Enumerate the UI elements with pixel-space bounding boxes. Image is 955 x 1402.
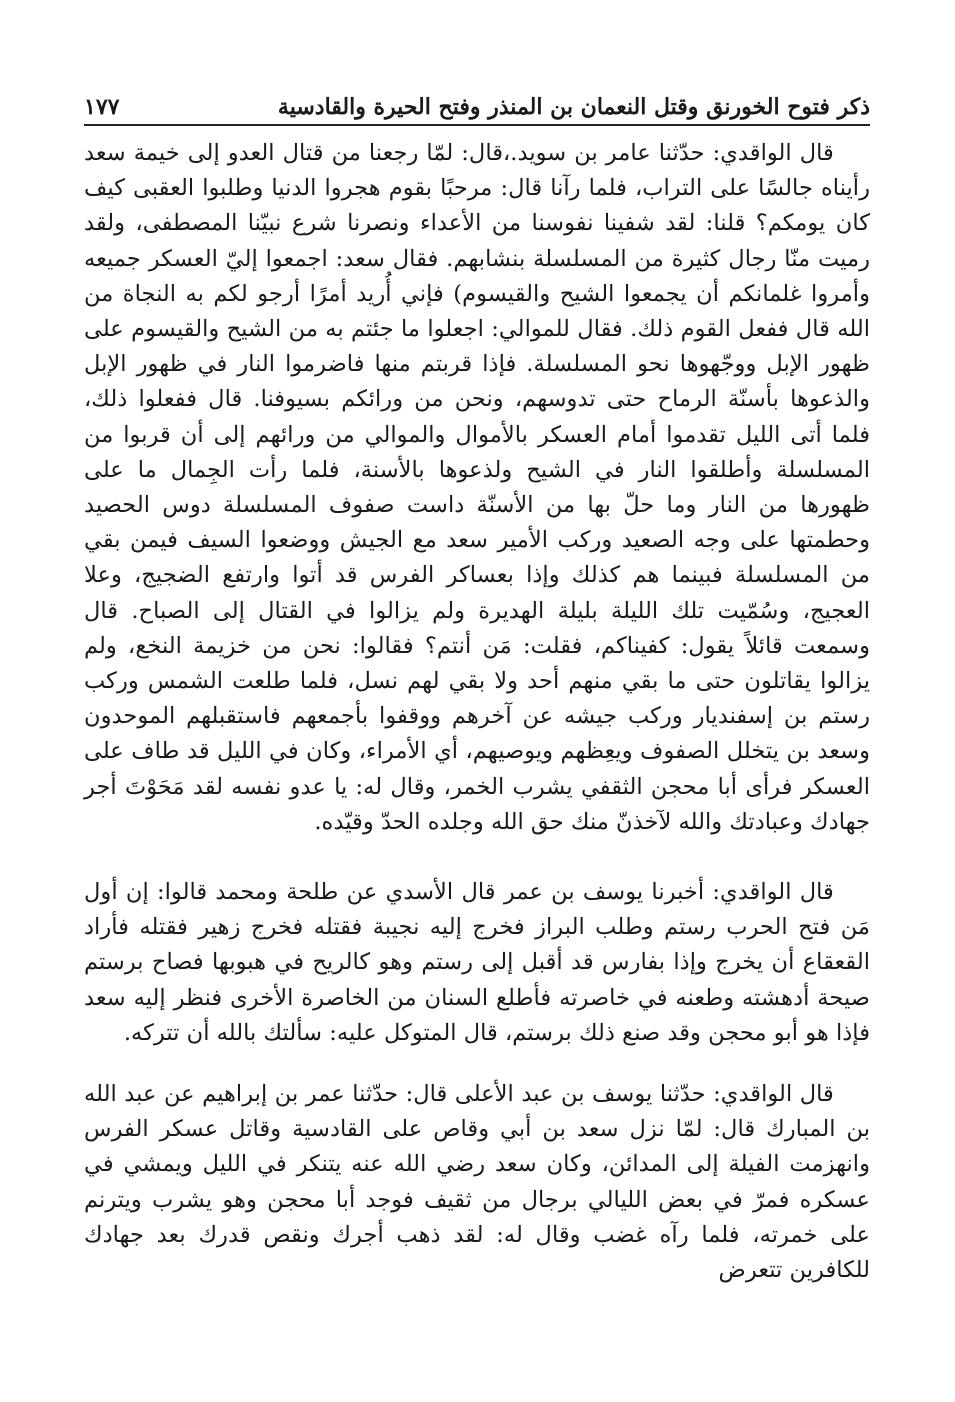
paragraph-2: قال الواقدي: أخبرنا يوسف بن عمر قال الأسدي عن طلحة ومحمد قالوا: إن أول مَن فتح الحرب رستم وطلب البراز فخرج إليه نجيبة فقتله فخرج زهير فقتله فأراد القعقاع أن يخرج وإذا بفارس قد أقبل إلى رستم وهو كالريح في هبوبها فصاح برستم صيحة أدهشته وطعنه في خاصرته فأطلع السنان من الخاصرة الأخرى فنظر إليه سعد فإذا هو أبو محجن وقد صنع ذلك برستم، قال المتوكل عليه: سألتك بالله أن تتركه. <box>84 879 870 1046</box>
running-header <box>84 86 870 126</box>
paragraph-3: قال الواقدي: حدّثنا يوسف بن عبد الأعلى قال: حدّثنا عمر بن إبراهيم عن عبد الله بن المبارك قال: لمّا نزل سعد بن أبي وقاص على القادسية وقاتل عسكر الفرس وانهزمت الفيلة إلى المدائن، وكان سعد رضي الله عنه يتنكر في الليل ويمشي في عسكره فمرّ في بعض الليالي برجال من ثقيف فوجد أبا محجن وهو يشرب ويترنم على خمرته، فلما رآه غضب وقال له: لقد ذهب أجرك ونقص قدرك بعد جهادك للكافرين تتعرض <box>84 1081 870 1284</box>
page-number: ١٧٧ <box>84 94 120 120</box>
page-body <box>84 136 870 1288</box>
running-title: ذكر فتوح الخورنق وقتل النعمان بن المنذر وفتح الحيرة والقادسية <box>277 94 870 120</box>
paragraph-1: قال الواقدي: حدّثنا عامر بن سويد.،قال: لمّا رجعنا من قتال العدو إلى خيمة سعد رأيناه جالسًا على التراب، فلما رآنا قال: مرحبًا بقوم هجروا الدنيا وطلبوا العقبى كيف كان يومكم؟ قلنا: لقد شفينا نفوسنا من الأعداء ونصرنا شرع نبيّنا المصطفى، ولقد رميت منّا رجال كثيرة من المسلسلة بنشابهم. فقال سعد: اجمعوا إليّ العسكر جميعه وأمروا غلمانكم أن يجمعوا الشيح والقيسوم) فإني أُريد أمرًا أرجو لكم به النجاة من الله قال ففعل القوم ذلك. فقال للموالي: اجعلوا ما جئتم به من الشيح والقيسوم على ظهور الإبل ووجّهوها نحو المسلسلة. فإذا قربتم منها فاضرموا النار في ظهور الإبل والذعوها بأسنّة الرماح حتى تدوسهم، ونحن من ورائكم بسيوفنا. قال ففعلوا ذلك، فلما أتى الليل تقدموا أمام العسكر بالأموال والموالي من ورائهم إلى أن قربوا من المسلسلة وأطلقوا النار في الشيح ولذعوها بالأسنة، فلما رأت الجِمال ما على ظهورها من النار وما حلّ بها من الأسنّة داست صفوف المسلسلة دوس الحصيد وحطمتها على وجه الصعيد وركب الأمير سعد مع الجيش ووضعوا السيف فيمن بقي من المسلسلة فبينما هم كذلك وإذا بعساكر الفرس قد أتوا وارتفع الضجيج، وعلا العجيج، وسُمّيت تلك الليلة بليلة الهديرة ولم يزالوا في القتال إلى الصباح. قال وسمعت قائلاً يقول: كفيناكم، فقلت: مَن أنتم؟ فقالوا: نحن من خزيمة النخع، ولم يزالوا يقاتلون حتى ما بقي منهم أحد ولا بقي لهم نسل، فلما طلعت الشمس وركب رستم بن إسفنديار وركب جيشه عن آخرهم ووقفوا بأجمعهم فاستقبلهم الموحدون وسعد بن يتخلل الصفوف ويعِظهم ويوصيهم، أي الأمراء، وكان في الليل قد طاف على العسكر فرأى أبا محجن الثقفي يشرب الخمر، وقال له: يا عدو نفسه لقد مَحَوْتَ أجر جهادك وعبادتك والله لآخذنّ منك حق الله وجلده الحدّ وقيّده. <box>84 140 870 835</box>
